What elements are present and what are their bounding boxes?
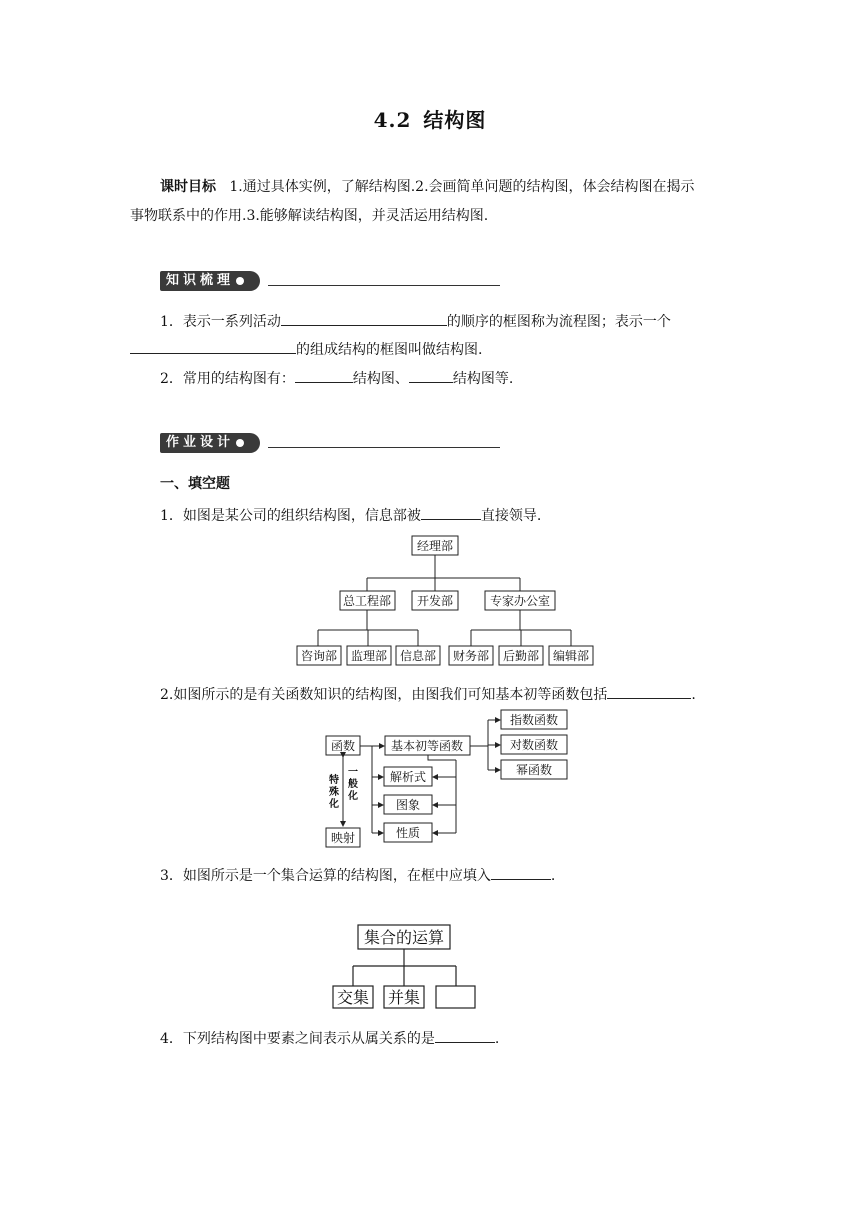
knowledge-q1-line2: 的组成结构的框图叫做结构图.: [130, 339, 482, 360]
page-title: [0, 104, 860, 133]
fill-in-heading: 一、填空题: [160, 476, 230, 492]
org-chart-diagram: [295, 533, 595, 668]
node-type: 指数函数: [509, 713, 559, 727]
node-mapping: 映射: [330, 831, 356, 845]
node-root: 经理部: [416, 539, 454, 553]
objectives-label: 课时目标: [160, 179, 216, 195]
blank: [435, 1028, 495, 1043]
objectives-line1: 课时目标 1.通过具体实例，了解结构图.2.会画简单问题的结构图，体会结构图在揭示: [160, 179, 695, 195]
node-prop: 解析式: [389, 770, 427, 784]
label-general: 化: [348, 791, 358, 802]
node-leaf: 信息部: [399, 649, 437, 663]
blank: [281, 311, 447, 326]
banner-dot-icon: [236, 439, 244, 447]
blank: [295, 368, 353, 383]
label-general: 般: [348, 779, 358, 790]
empty-box: [436, 986, 475, 1008]
question-1: 1．如图是某公司的组织结构图，信息部被 直接领导.: [160, 505, 541, 526]
title-number: 4.2: [373, 108, 412, 132]
node-mid: 开发部: [416, 594, 454, 608]
knowledge-q1-line1: 1．表示一系列活动 的顺序的框图称为流程图；表示一个: [160, 311, 671, 332]
question-4: 4．下列结构图中要素之间表示从属关系的是 .: [160, 1028, 499, 1049]
node-leaf: 咨询部: [300, 649, 338, 663]
question-2: 2.如图所示的是有关函数知识的结构图，由图我们可知基本初等函数包括 .: [160, 684, 696, 705]
banner-rule: [268, 447, 500, 448]
node-child: 并集: [387, 988, 421, 1007]
blank: [409, 368, 453, 383]
label-special: 特: [329, 775, 339, 786]
knowledge-q2: 2．常用的结构图有： 结构图、 结构图等.: [160, 368, 513, 389]
node-root: 集合的运算: [363, 928, 445, 947]
node-basic: 基本初等函数: [390, 739, 464, 753]
node-leaf: 后勤部: [502, 649, 540, 663]
node-type: 对数函数: [509, 738, 559, 752]
blank: [491, 865, 551, 880]
section-banner-homework: [160, 433, 510, 453]
section-banner-knowledge: [160, 271, 510, 291]
label-special: 化: [329, 799, 339, 810]
node-prop: 图象: [395, 798, 421, 812]
node-leaf: 财务部: [452, 649, 490, 663]
banner-rule: [268, 285, 500, 286]
label-special: 殊: [329, 787, 339, 798]
node-mid: 专家办公室: [489, 594, 551, 608]
label-general: 一: [348, 767, 358, 778]
objectives-line2: 事物联系中的作用.3.能够解读结构图，并灵活运用结构图.: [130, 208, 489, 224]
banner-tag: 作业设计: [160, 433, 260, 453]
blank: [607, 684, 691, 699]
node-type: 幂函数: [515, 763, 553, 777]
banner-tag: 知识梳理: [160, 271, 260, 291]
question-3: 3．如图所示是一个集合运算的结构图，在框中应填入 .: [160, 865, 555, 886]
function-structure-diagram: [320, 707, 575, 851]
blank: [130, 339, 296, 354]
node-child: 交集: [336, 988, 370, 1007]
node-prop: 性质: [395, 826, 421, 840]
node-mid: 总工程部: [342, 594, 392, 608]
banner-dot-icon: [236, 277, 244, 285]
node-leaf: 编辑部: [552, 649, 590, 663]
node-function: 函数: [330, 739, 356, 753]
set-operations-diagram: [328, 922, 483, 1012]
node-leaf: 监理部: [350, 649, 388, 663]
title-text: 结构图: [423, 108, 487, 132]
blank: [421, 505, 481, 520]
